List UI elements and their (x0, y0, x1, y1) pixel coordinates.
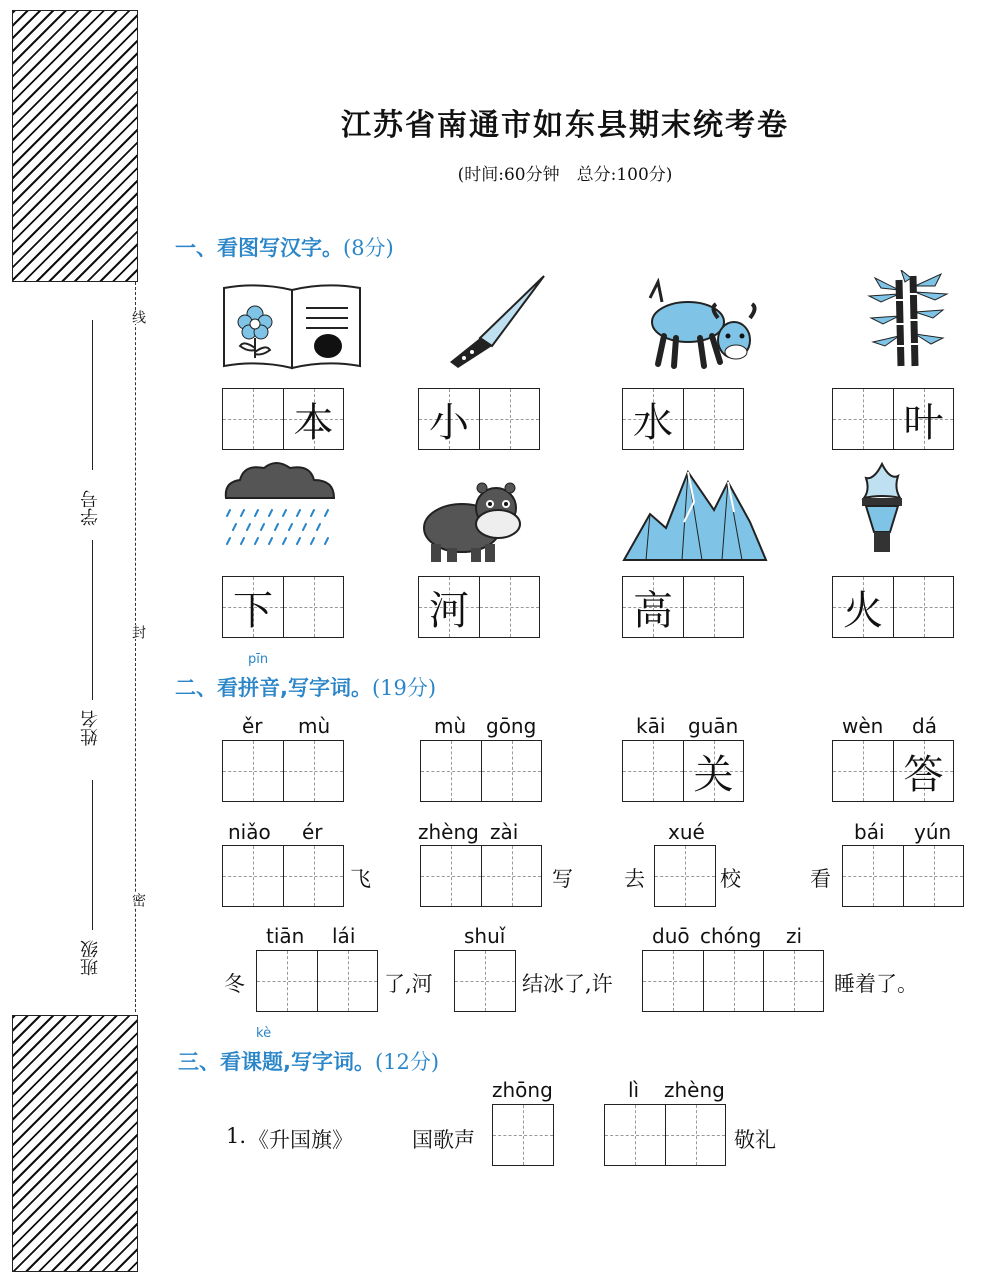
pinyin: gōng (486, 714, 537, 738)
char-grid[interactable] (654, 845, 716, 907)
name-underline (92, 540, 93, 700)
char-cell[interactable] (283, 577, 343, 637)
char-cell[interactable] (893, 577, 953, 637)
cow-icon (640, 278, 760, 374)
section-1-heading (175, 232, 394, 262)
char-grid[interactable] (420, 740, 542, 802)
char-cell[interactable] (833, 389, 893, 449)
pinyin: wèn (842, 714, 884, 738)
char-cell[interactable] (623, 741, 683, 801)
section-2-points: (19分) (371, 676, 437, 700)
char-grid[interactable] (222, 388, 344, 450)
char-cell[interactable]: 答 (893, 741, 953, 801)
char-cell[interactable] (283, 846, 343, 906)
char-cell[interactable] (655, 846, 715, 906)
char-grid[interactable] (418, 388, 540, 450)
char-cell[interactable]: 本 (283, 389, 343, 449)
rain-cloud-icon (220, 458, 340, 558)
char-cell[interactable]: 下 (223, 577, 283, 637)
pinyin: duō (652, 924, 690, 948)
hippo-icon (418, 478, 526, 564)
pinyin: mù (298, 714, 331, 738)
hatch-block-top (12, 10, 138, 282)
char-cell[interactable] (683, 577, 743, 637)
char-cell[interactable]: 河 (419, 577, 479, 637)
char-cell[interactable] (481, 846, 541, 906)
knife-icon (440, 272, 550, 372)
char-grid[interactable] (842, 845, 964, 907)
char-cell[interactable] (317, 951, 377, 1011)
char-cell[interactable] (421, 741, 481, 801)
pinyin: chóng (700, 924, 762, 948)
pinyin: guān (688, 714, 739, 738)
section-1-label: 一、看图写汉字。 (175, 236, 343, 260)
char-grid[interactable] (454, 950, 516, 1012)
char-cell[interactable] (665, 1105, 725, 1165)
char-grid[interactable] (418, 576, 540, 638)
char-cell[interactable]: 小 (419, 389, 479, 449)
section-2-label: 二、看拼音,写字词。 (175, 676, 372, 700)
pinyin: kāi (636, 714, 666, 738)
seal-mark-line: 线 (130, 310, 146, 324)
char-cell[interactable] (683, 389, 743, 449)
word-suffix: 校 (720, 867, 741, 891)
pinyin: yún (914, 820, 952, 844)
lesson-title: 《升国旗》 (248, 1128, 353, 1152)
char-cell[interactable] (223, 389, 283, 449)
char-cell[interactable] (283, 741, 343, 801)
section-3-points: (12分) (374, 1050, 440, 1074)
pinyin: lì (628, 1078, 640, 1102)
pinyin: xué (668, 820, 705, 844)
pinyin: ěr (242, 714, 263, 738)
pinyin: zhèng (418, 820, 479, 844)
pinyin: zhōng (492, 1078, 553, 1102)
pinyin: bái (854, 820, 885, 844)
char-cell[interactable] (257, 951, 317, 1011)
char-grid[interactable] (622, 576, 744, 638)
section-3-label: 三、看课题,写字词。 (178, 1050, 375, 1074)
word-prefix: 去 (624, 867, 645, 891)
char-cell[interactable] (223, 741, 283, 801)
word-prefix: 国歌声 (412, 1128, 475, 1152)
char-grid[interactable] (642, 950, 824, 1012)
pinyin: ér (302, 820, 323, 844)
char-cell[interactable] (421, 846, 481, 906)
char-cell[interactable] (605, 1105, 665, 1165)
char-grid[interactable] (604, 1104, 726, 1166)
char-cell[interactable] (493, 1105, 553, 1165)
pinyin: niǎo (228, 820, 271, 844)
char-grid[interactable] (832, 388, 954, 450)
char-grid[interactable] (832, 576, 954, 638)
book-icon (220, 282, 365, 374)
student-id-underline (92, 320, 93, 470)
char-grid[interactable] (222, 576, 344, 638)
class-underline (92, 780, 93, 930)
section-2-ruby: pīn (248, 652, 269, 667)
char-grid[interactable] (622, 740, 744, 802)
sentence-text: 结冰了,许 (522, 972, 613, 996)
char-grid[interactable] (622, 388, 744, 450)
section-3-heading (178, 1046, 439, 1076)
char-grid[interactable] (832, 740, 954, 802)
section-2-heading (175, 672, 436, 702)
char-cell[interactable] (481, 741, 541, 801)
student-id-label: 学号 (80, 490, 101, 526)
char-cell[interactable] (455, 951, 515, 1011)
char-cell[interactable] (763, 951, 823, 1011)
char-cell[interactable]: 水 (623, 389, 683, 449)
word-suffix: 写 (552, 867, 573, 891)
char-cell[interactable] (833, 741, 893, 801)
char-cell[interactable] (479, 389, 539, 449)
char-grid[interactable] (492, 1104, 554, 1166)
section-1-points: (8分) (343, 236, 394, 260)
pinyin: shuǐ (464, 924, 506, 948)
bamboo-icon (855, 270, 950, 370)
pinyin: zhèng (664, 1078, 725, 1102)
char-grid[interactable] (222, 845, 344, 907)
sentence-text: 睡着了。 (834, 972, 918, 996)
char-cell[interactable]: 高 (623, 577, 683, 637)
pinyin: zài (490, 820, 519, 844)
page-title: 江苏省南通市如东县期末统考卷 (341, 108, 789, 143)
char-cell[interactable] (703, 951, 763, 1011)
char-grid[interactable] (222, 740, 344, 802)
pinyin: tiān (266, 924, 305, 948)
char-cell[interactable] (223, 846, 283, 906)
sentence-text: 冬 (224, 972, 245, 996)
torch-icon (852, 460, 912, 560)
char-cell[interactable] (843, 846, 903, 906)
char-cell[interactable]: 叶 (893, 389, 953, 449)
pinyin: mù (434, 714, 467, 738)
pinyin: dá (912, 714, 937, 738)
seal-mark-seal: 封 (130, 625, 146, 639)
seal-mark-close: 密 (130, 893, 146, 907)
pinyin: lái (332, 924, 356, 948)
name-label: 姓名 (80, 710, 101, 746)
char-cell[interactable] (479, 577, 539, 637)
exam-info: (时间:60分钟 总分:100分) (457, 165, 673, 185)
item-number: 1. (226, 1124, 247, 1148)
char-grid[interactable] (256, 950, 378, 1012)
word-prefix: 看 (810, 867, 831, 891)
class-label: 班级 (80, 940, 101, 976)
char-cell[interactable] (903, 846, 963, 906)
pinyin: zi (786, 924, 803, 948)
char-grid[interactable] (420, 845, 542, 907)
char-cell[interactable]: 火 (833, 577, 893, 637)
sentence-text: 了,河 (384, 972, 433, 996)
section-3-ruby: kè (256, 1026, 272, 1041)
char-cell[interactable] (643, 951, 703, 1011)
word-suffix: 敬礼 (734, 1128, 776, 1152)
word-suffix: 飞 (350, 867, 371, 891)
mountain-icon (622, 462, 768, 562)
char-cell[interactable]: 关 (683, 741, 743, 801)
hatch-block-bottom (12, 1015, 138, 1272)
